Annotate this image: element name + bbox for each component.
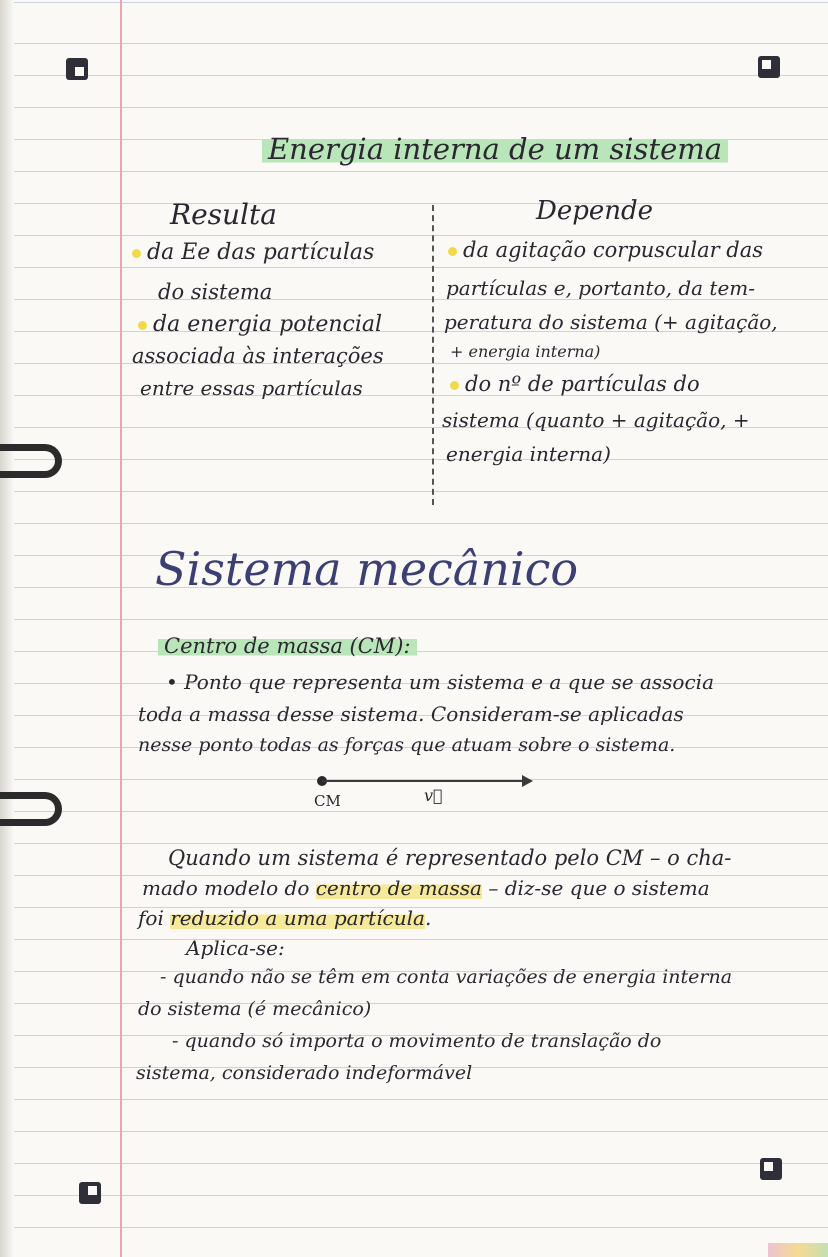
use-line: - quando não se têm em conta variações de energia interna	[160, 966, 733, 988]
right-column-line: peratura do sistema (+ agitação,	[444, 310, 778, 334]
vector-label: v⃗	[424, 786, 443, 805]
background-stripe	[768, 1243, 828, 1257]
model-text-line: mado modelo do centro de massa – diz-se que o sistema	[142, 876, 710, 900]
model-text-line: Quando um sistema é representado pelo CM – o cha-	[168, 846, 732, 870]
page-edge	[0, 0, 14, 1257]
corner-mark-icon	[760, 1158, 782, 1180]
left-column-line: da Ee das partículas	[132, 240, 374, 265]
use-line: sistema, considerado indeformável	[136, 1062, 473, 1084]
corner-mark-icon	[66, 58, 88, 80]
right-column-line: sistema (quanto + agitação, +	[442, 408, 750, 432]
right-column-line: da agitação corpuscular das	[448, 238, 763, 262]
bullet-dot	[450, 381, 459, 390]
left-column-header: Resulta	[170, 198, 277, 231]
bullet-dot	[132, 249, 141, 258]
cm-text-line: nesse ponto todas as forças que atuam sobre o sistema.	[138, 734, 676, 756]
left-column-line: associada às interações	[132, 344, 384, 368]
cm-label: CM	[314, 792, 341, 810]
left-column-line: entre essas partículas	[140, 376, 363, 400]
margin-line	[120, 0, 122, 1257]
corner-mark-icon	[758, 56, 780, 78]
section-title: Sistema mecânico	[155, 542, 579, 596]
use-line: do sistema (é mecânico)	[138, 998, 372, 1020]
arrow-head-icon	[522, 775, 533, 787]
bullet-dot	[138, 321, 147, 330]
right-column-line: + energia interna)	[450, 342, 601, 361]
use-line: - quando só importa o movimento de translação do	[172, 1030, 662, 1052]
velocity-vector-line	[322, 780, 528, 782]
bullet-dot	[448, 247, 457, 256]
right-column-line: energia interna)	[446, 442, 611, 466]
right-column-line: partículas e, portanto, da tem-	[446, 276, 756, 300]
ring-binder-icon	[0, 444, 62, 478]
aplica-label: Aplica-se:	[186, 936, 285, 960]
column-divider	[432, 205, 434, 505]
right-column-header: Depende	[536, 196, 654, 226]
ring-binder-icon	[0, 792, 62, 826]
corner-mark-icon	[79, 1182, 101, 1204]
cm-text-line: • Ponto que representa um sistema e a que se associa	[166, 670, 714, 694]
cm-text-line: toda a massa desse sistema. Consideram-se aplicadas	[138, 702, 684, 726]
cm-heading: Centro de massa (CM):	[158, 634, 417, 658]
left-column-line: do sistema	[158, 280, 273, 304]
page-title: Energia interna de um sistema	[262, 132, 728, 166]
highlight-term: centro de massa	[315, 876, 482, 900]
model-text-line: foi reduzido a uma partícula.	[138, 906, 432, 930]
left-column-line: da energia potencial	[138, 312, 382, 337]
highlight-term: reduzido a uma partícula	[170, 906, 425, 930]
right-column-line: do nº de partículas do	[450, 372, 700, 396]
